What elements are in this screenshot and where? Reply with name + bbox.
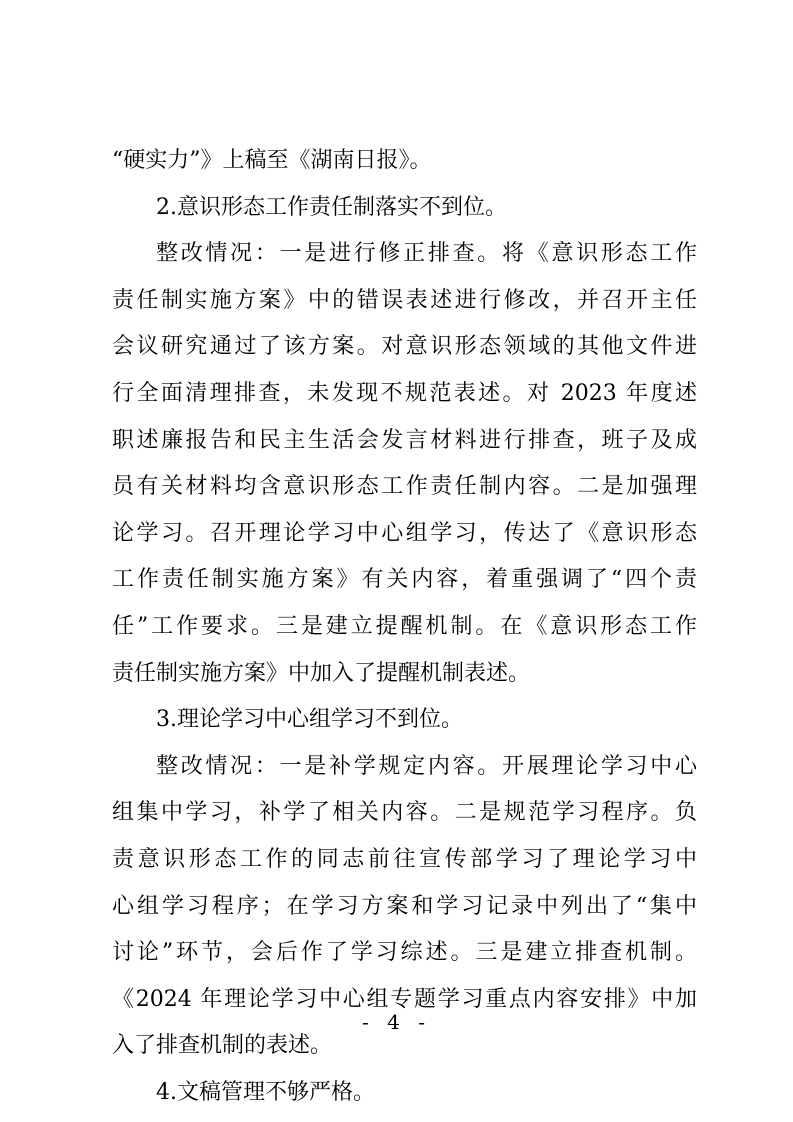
text-line: 讨论”环节，会后作了学习综述。三是建立排查机制。 (112, 940, 697, 966)
text-line: 任”工作要求。三是建立提醒机制。在《意识形态工作 (112, 613, 697, 639)
text-line: 入了排查机制的表述。 (112, 1033, 333, 1059)
text-line: “硬实力”》上稿至《湖南日报》。 (112, 148, 432, 173)
text-line: 组集中学习，补学了相关内容。二是规范学习程序。负 (112, 800, 697, 826)
text-line: 行全面清理排查，未发现不规范表述。对 2023 年度述 (112, 380, 697, 406)
text-line: 职述廉报告和民主生活会发言材料进行排查，班子及成 (112, 427, 697, 453)
text-line: 2.意识形态工作责任制落实不到位。 (156, 194, 507, 220)
text-line: 4.文稿管理不够严格。 (156, 1079, 375, 1105)
document-body (112, 138, 697, 1116)
text-line: 责意识形态工作的同志前往宣传部学习了理论学习中 (112, 846, 697, 872)
text-line: 会议研究通过了该方案。对意识形态领域的其他文件进 (112, 334, 697, 360)
text-line: 整改情况：一是进行修正排查。将《意识形态工作 (156, 241, 697, 267)
text-line: 论学习。召开理论学习中心组学习，传达了《意识形态 (112, 520, 697, 546)
page-number: - 4 - (362, 1010, 431, 1034)
text-line: 心组学习程序；在学习方案和学习记录中列出了“集中 (112, 893, 697, 919)
text-line: 工作责任制实施方案》有关内容，着重强调了“四个责 (112, 567, 697, 593)
text-line: 《2024 年理论学习中心组专题学习重点内容安排》中加 (112, 986, 697, 1012)
text-line: 员有关材料均含意识形态工作责任制内容。二是加强理 (112, 474, 697, 500)
text-line: 整改情况：一是补学规定内容。开展理论学习中心 (156, 753, 697, 779)
text-line: 责任制实施方案》中加入了提醒机制表述。 (112, 660, 531, 686)
text-line: 责任制实施方案》中的错误表述进行修改，并召开主任 (112, 287, 697, 313)
text-line: 3.理论学习中心组学习不到位。 (156, 707, 463, 733)
